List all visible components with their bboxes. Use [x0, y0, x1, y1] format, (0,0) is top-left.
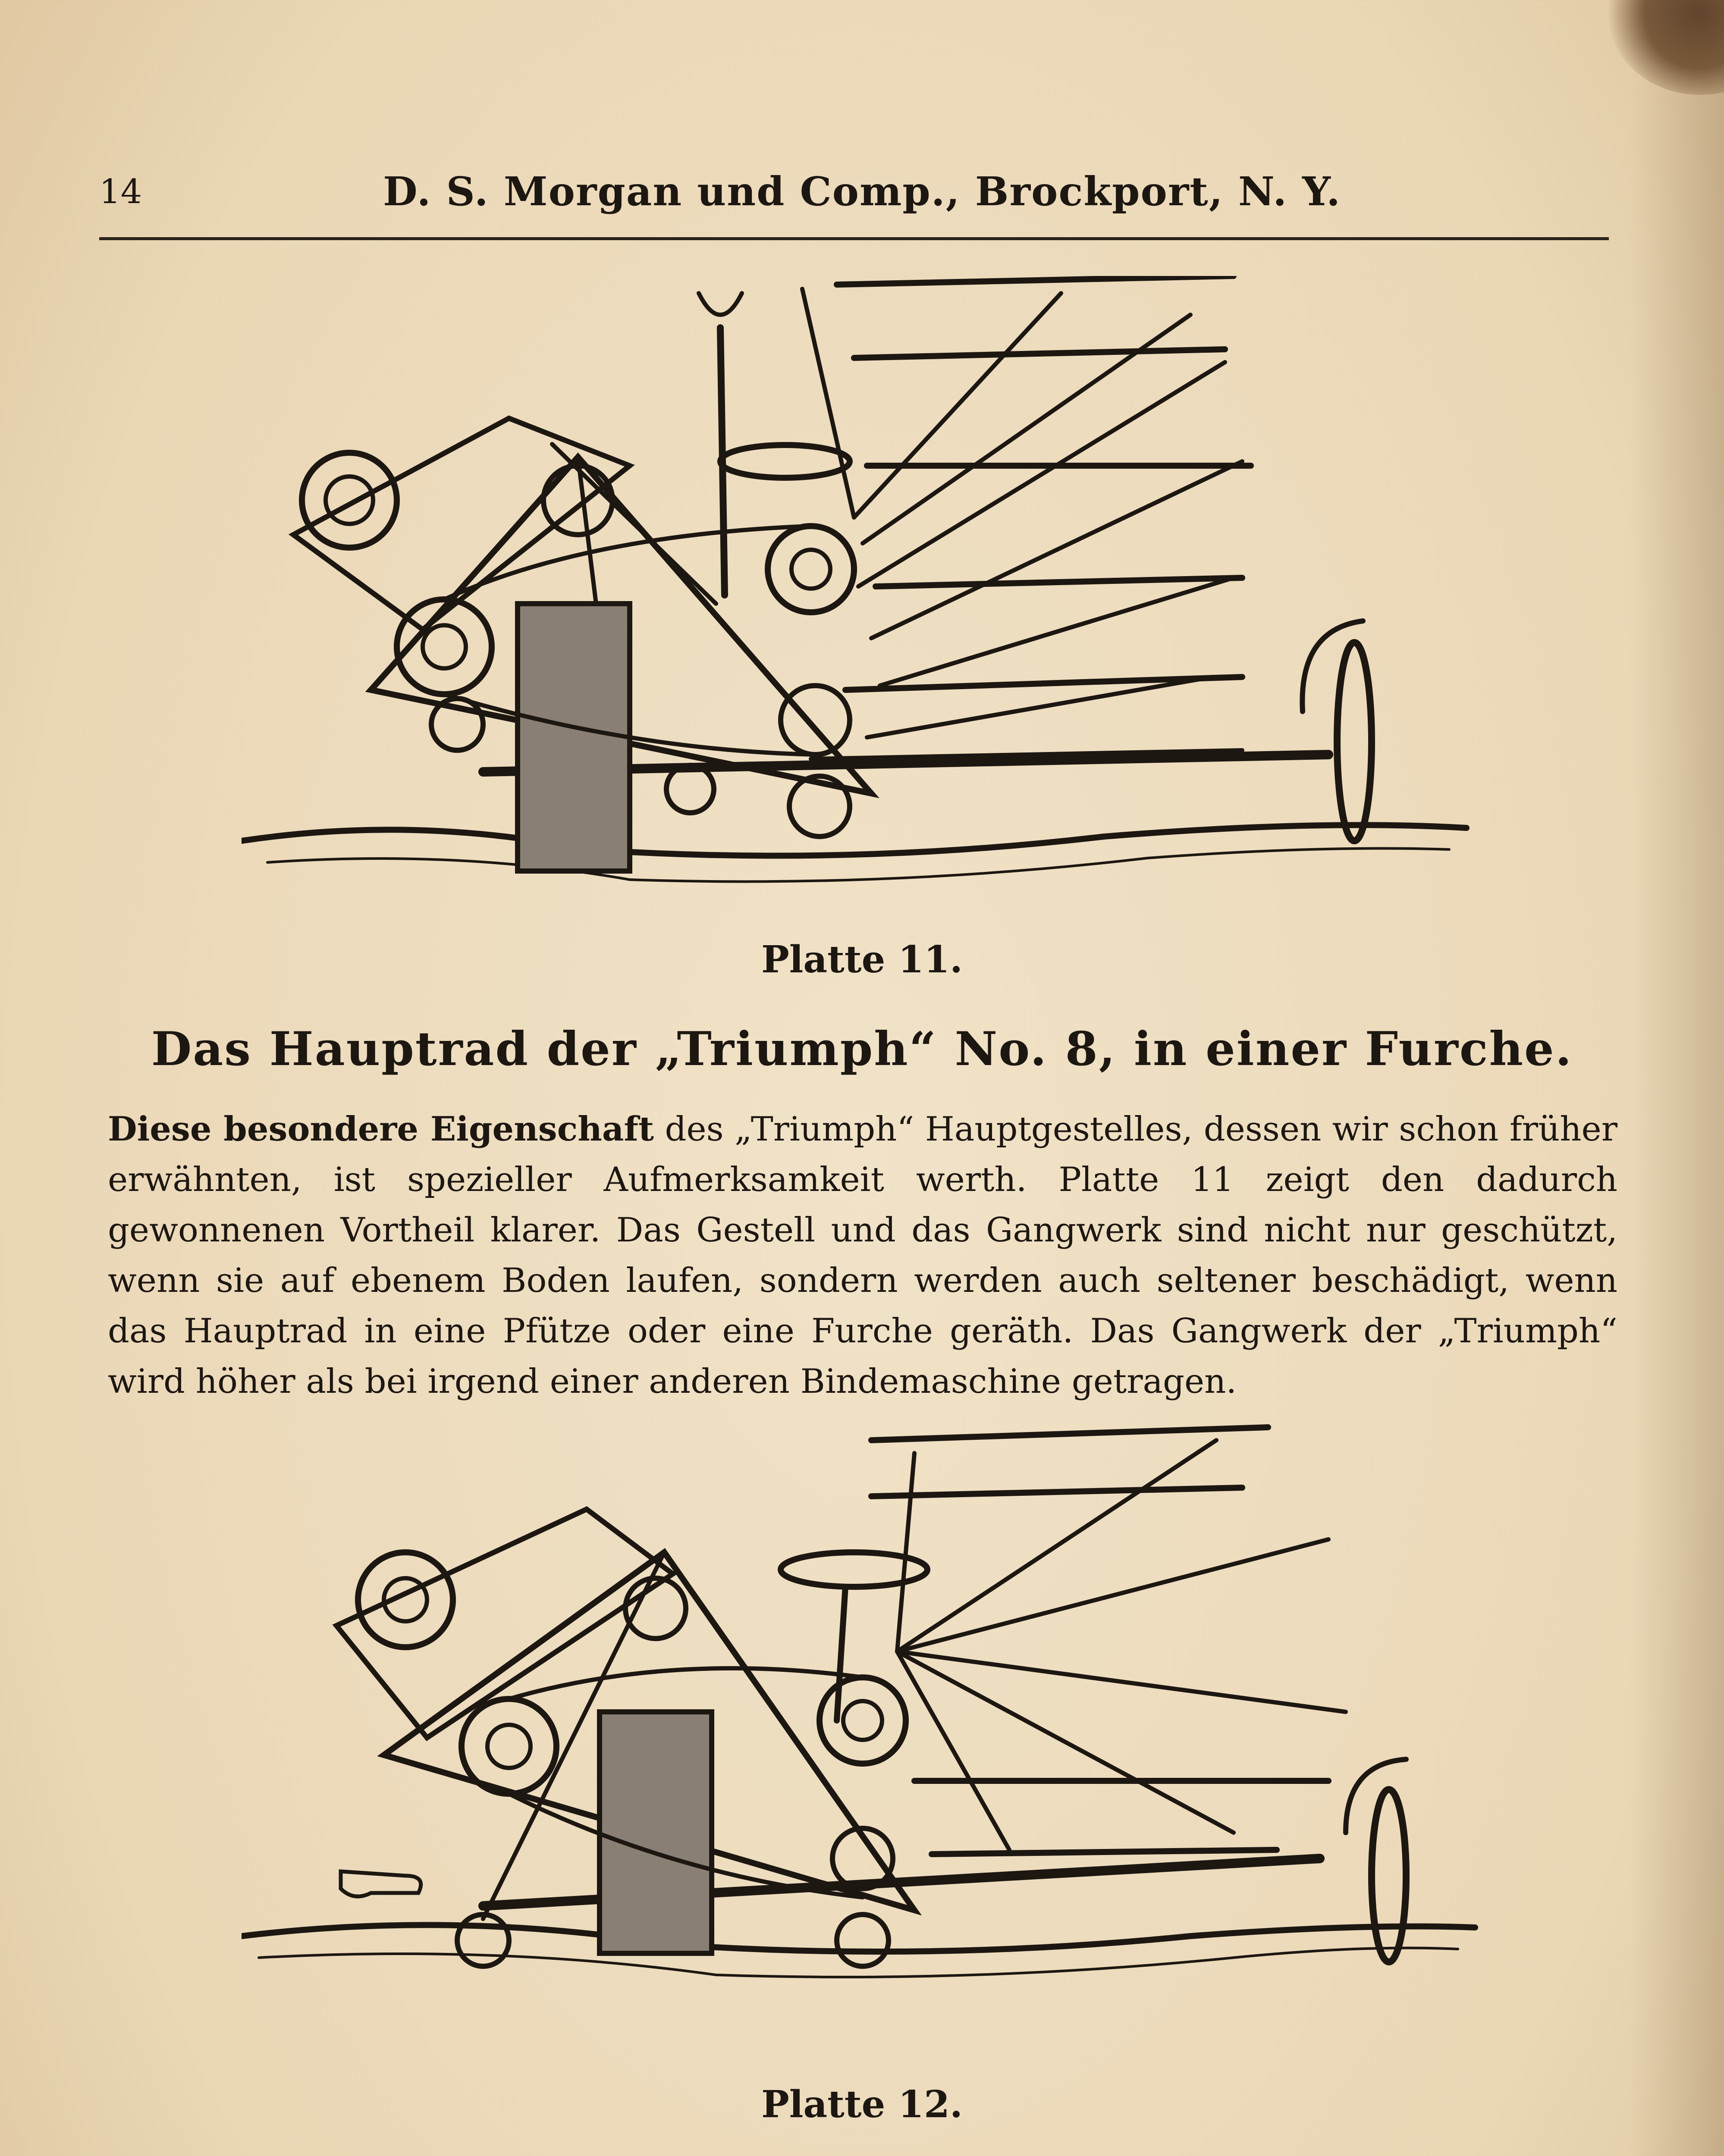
- plate-11-illustration: [242, 276, 1492, 931]
- page-edge-shadow: [1629, 0, 1724, 2156]
- plate-12-label: Platte 12.: [761, 2083, 963, 2126]
- plate-11-label: Platte 11.: [761, 938, 963, 981]
- plate-11-paragraph: [108, 1104, 1617, 1407]
- header-rule: [99, 237, 1609, 240]
- binder-other-engraving: [242, 1410, 1492, 2040]
- page-number: 14: [99, 172, 142, 211]
- paragraph-1-lead: Diese besondere Eigenschaft: [108, 1109, 654, 1149]
- plate-12-illustration: [242, 1410, 1492, 2040]
- running-title: D. S. Morgan und Comp., Brockport, N. Y.: [383, 168, 1341, 215]
- plate-11-caption: Das Hauptrad der „Triumph“ No. 8, in einer Furche.: [151, 1022, 1573, 1076]
- paragraph-1-text: des „Triumph“ Hauptgestelles, dessen wir schon früher erwähnten, ist spezieller Aufmerksamkeit werth. Platte 11 zeigt den dadurch gewonnenen Vortheil klarer. Das Gestell und das Gangwerk sind nicht nur geschützt, wenn sie auf ebenem Boden laufen, sondern werden auch seltener beschädigt, wenn das Hauptrad in eine Pfütze oder eine Furche geräth. Das Gangwerk der „Triumph“ wird höher als bei irgend einer anderen Bindemaschine getragen.: [108, 1110, 1618, 1401]
- binder-triumph-engraving: [242, 276, 1492, 931]
